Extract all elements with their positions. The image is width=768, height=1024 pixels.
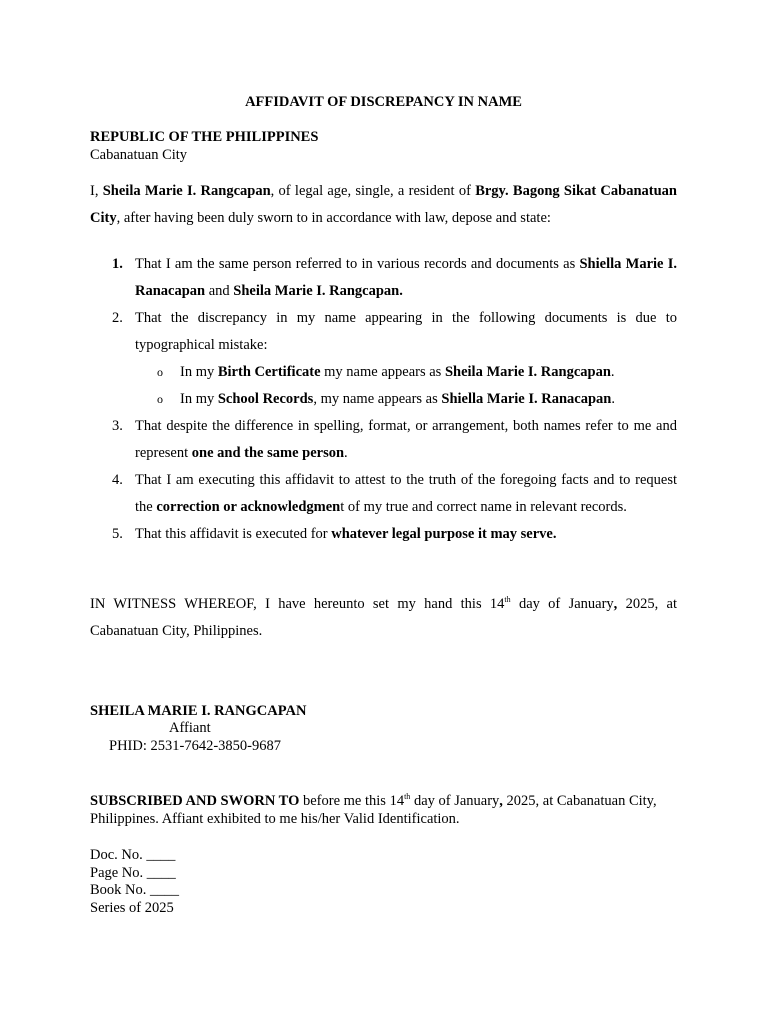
intro-paragraph xyxy=(90,178,677,232)
sub-text: In my xyxy=(180,391,218,407)
notarial-register xyxy=(90,847,179,917)
sub-item xyxy=(135,386,677,413)
item-text: . xyxy=(344,445,348,461)
series-year: Series of 2025 xyxy=(90,899,174,916)
address-inline: Brgy. Bagong Sikat Cabanatuan City xyxy=(90,183,677,226)
sub-item xyxy=(135,359,677,386)
statement-item xyxy=(90,521,677,548)
phid-number: PHID: 2531-7642-3850-9687 xyxy=(109,738,281,754)
circle-bullet-icon: o xyxy=(157,365,163,379)
witness-paragraph xyxy=(90,591,677,645)
statement-item xyxy=(90,305,677,413)
sub-bold: Birth Certificate xyxy=(217,364,321,380)
sub-bold: Shiella Marie I. Ranacapan xyxy=(441,391,612,407)
sub-text: . xyxy=(611,391,615,407)
item-number: 4. xyxy=(112,472,123,488)
book-number: Book No. ____ xyxy=(90,882,180,898)
intro-text: I, xyxy=(90,183,103,199)
item-text: That I am executing this affidavit to attest to the truth of the foregoing facts and to request the xyxy=(135,472,677,515)
statement-item xyxy=(90,251,677,305)
item-number: 2. xyxy=(112,310,123,326)
jurat-text: day of January xyxy=(410,793,500,809)
item-text: That I am the same person referred to in various records and documents as xyxy=(135,256,580,272)
affiant-label: Affiant xyxy=(169,720,211,736)
item-bold: whatever legal purpose it may serve. xyxy=(331,526,557,542)
statements-list xyxy=(90,251,677,548)
statement-item xyxy=(90,413,677,467)
sub-text: In my xyxy=(180,364,218,380)
witness-text: day of January xyxy=(510,596,614,612)
sub-text: , my name appears as xyxy=(313,391,442,407)
item-bold: Shiella Marie I. Ranacapan xyxy=(135,256,677,299)
item-bold: one and the same person xyxy=(191,445,345,461)
jurat-heading: SUBSCRIBED AND SWORN TO xyxy=(90,793,300,809)
witness-text: IN WITNESS WHEREOF, I have hereunto set my hand this 14 xyxy=(90,596,505,612)
statement-item xyxy=(90,467,677,521)
republic-heading: REPUBLIC OF THE PHILIPPINES xyxy=(90,129,319,145)
city-heading: Cabanatuan City xyxy=(90,147,188,163)
item-number: 5. xyxy=(112,526,123,542)
item-text: That despite the difference in spelling, format, or arrangement, both names refer to me and represent xyxy=(135,418,677,461)
sub-text: my name appears as xyxy=(320,364,445,380)
jurat-comma: , xyxy=(499,793,503,809)
item-bold: correction or acknowledgmen xyxy=(156,499,341,515)
witness-text: 2025, at Cabanatuan City, Philippines. xyxy=(90,596,677,639)
jurat-text: 2025, at Cabanatuan City, Philippines. Affiant exhibited to me his/her Valid Identification. xyxy=(90,793,657,827)
sub-bold: Sheila Marie I. Rangcapan xyxy=(444,364,611,380)
witness-comma: , xyxy=(613,596,618,612)
affiant-signature-name: SHEILA MARIE I. RANGCAPAN xyxy=(90,703,307,719)
jurat-paragraph xyxy=(90,793,677,828)
intro-text: , of legal age, single, a resident of xyxy=(270,183,476,199)
circle-bullet-icon: o xyxy=(157,392,163,406)
document-title: AFFIDAVIT OF DISCREPANCY IN NAME xyxy=(245,94,522,110)
page-number: Page No. ____ xyxy=(90,864,176,881)
ordinal-suffix: th xyxy=(504,595,511,605)
affiant-name-inline: Sheila Marie I. Rangcapan xyxy=(102,183,271,199)
sub-bold: School Records xyxy=(217,391,314,407)
item-text: That the discrepancy in my name appearing in the following documents is due to typographical mistake: xyxy=(135,310,677,353)
documents-sublist xyxy=(135,359,677,413)
item-text: and xyxy=(205,283,234,299)
sub-text: . xyxy=(610,364,615,380)
item-number: 1. xyxy=(112,256,123,272)
ordinal-suffix: th xyxy=(404,792,411,802)
doc-number: Doc. No. ____ xyxy=(90,847,176,863)
jurat-text: before me this 14 xyxy=(299,793,405,809)
item-number: 3. xyxy=(112,418,123,434)
item-bold: Sheila Marie I. Rangcapan. xyxy=(233,283,403,299)
item-text: That this affidavit is executed for xyxy=(135,526,332,542)
intro-text: , after having been duly sworn to in accordance with law, depose and state: xyxy=(116,210,551,226)
item-text: t of my true and correct name in relevant records. xyxy=(340,499,627,515)
